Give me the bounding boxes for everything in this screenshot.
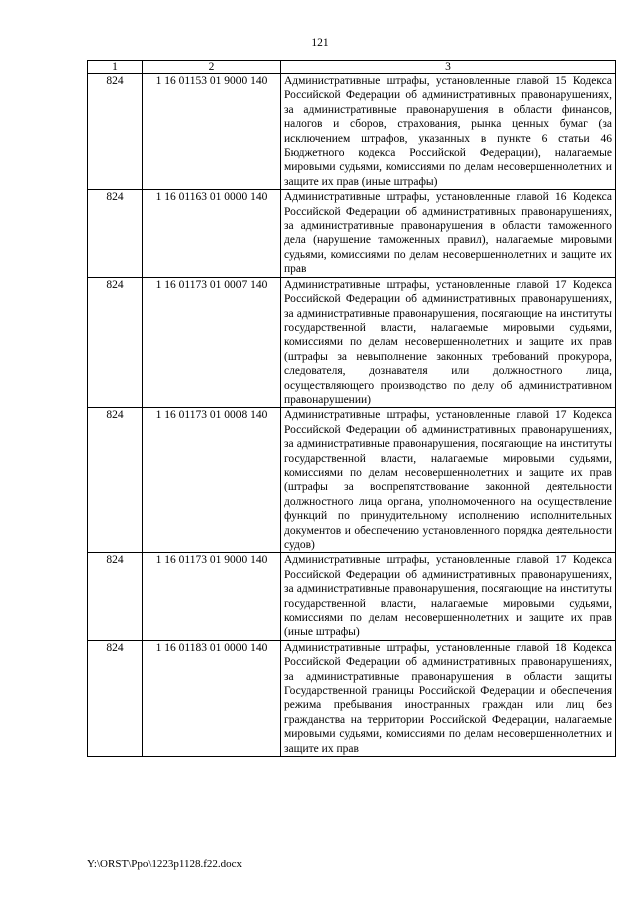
table-header-row <box>88 61 616 74</box>
table-row <box>88 408 616 553</box>
administrator-code-cell: 824 <box>88 640 143 756</box>
column-header-3: 3 <box>281 61 616 74</box>
description-cell: Административные штрафы, установленные главой 17 Кодекса Российской Федерации об административных правонарушениях, за административные правонарушения, посягающие на институты государственной власти, налагаемые мировыми судьями, комиссиями по делам несовершеннолетних и защите их прав (иные штрафы) <box>281 553 616 640</box>
table-row <box>88 277 616 408</box>
budget-code-cell: 1 16 01173 01 0008 140 <box>143 408 281 553</box>
budget-code-cell: 1 16 01183 01 0000 140 <box>143 640 281 756</box>
budget-code-cell: 1 16 01173 01 9000 140 <box>143 553 281 640</box>
footer-file-path: Y:\ORST\Ppo\1223p1128.f22.docx <box>87 858 243 870</box>
description-cell: Административные штрафы, установленные главой 15 Кодекса Российской Федерации об административных правонарушениях, за административные правонарушения в области финансов, налогов и сборов, страхования, рынка ценных бумаг (за исключением штрафов, указанных в пункте 6 статьи 46 Бюджетного кодекса Российской Федерации), налагаемые мировыми судьями, комиссиями по делам несовершеннолетних и защите их прав (иные штрафы) <box>281 74 616 190</box>
table-row <box>88 190 616 277</box>
column-header-2: 2 <box>143 61 281 74</box>
table-row <box>88 74 616 190</box>
administrator-code-cell: 824 <box>88 277 143 408</box>
budget-code-cell: 1 16 01163 01 0000 140 <box>143 190 281 277</box>
budget-code-cell: 1 16 01173 01 0007 140 <box>143 277 281 408</box>
column-header-1: 1 <box>88 61 143 74</box>
description-cell: Административные штрафы, установленные главой 16 Кодекса Российской Федерации об административных правонарушениях, за административные правонарушения в области таможенного дела (нарушение таможенных правил), налагаемые мировыми судьями, комиссиями по делам несовершеннолетних и защите их прав <box>281 190 616 277</box>
table-row <box>88 640 616 756</box>
administrator-code-cell: 824 <box>88 74 143 190</box>
description-cell: Административные штрафы, установленные главой 17 Кодекса Российской Федерации об административных правонарушениях, за административные правонарушения, посягающие на институты государственной власти, налагаемые мировыми судьями, комиссиями по делам несовершеннолетних и защите их прав (штрафы за невыполнение законных требований прокурора, следователя, дознавателя или должностного лица, осуществляющего производство по делу об административном правонарушении) <box>281 277 616 408</box>
description-cell: Административные штрафы, установленные главой 18 Кодекса Российской Федерации об административных правонарушениях, за административные правонарушения в области защиты Государственной границы Российской Федерации и обеспечения режима пребывания иностранных граждан или лиц без гражданства на территории Российской Федерации, налагаемые мировыми судьями, комиссиями по делам несовершеннолетних и защите их прав <box>281 640 616 756</box>
table-row <box>88 553 616 640</box>
page-number: 121 <box>311 37 329 49</box>
budget-classification-table <box>87 60 616 757</box>
description-cell: Административные штрафы, установленные главой 17 Кодекса Российской Федерации об административных правонарушениях, за административные правонарушения, посягающие на институты государственной власти, налагаемые мировыми судьями, комиссиями по делам несовершеннолетних и защите их прав (штрафы за воспрепятствование законной деятельности должностного лица органа, уполномоченного на осуществление функций по принудительному исполнению исполнительных документов и обеспечению установленного порядка деятельности судов) <box>281 408 616 553</box>
budget-code-cell: 1 16 01153 01 9000 140 <box>143 74 281 190</box>
administrator-code-cell: 824 <box>88 190 143 277</box>
administrator-code-cell: 824 <box>88 408 143 553</box>
administrator-code-cell: 824 <box>88 553 143 640</box>
